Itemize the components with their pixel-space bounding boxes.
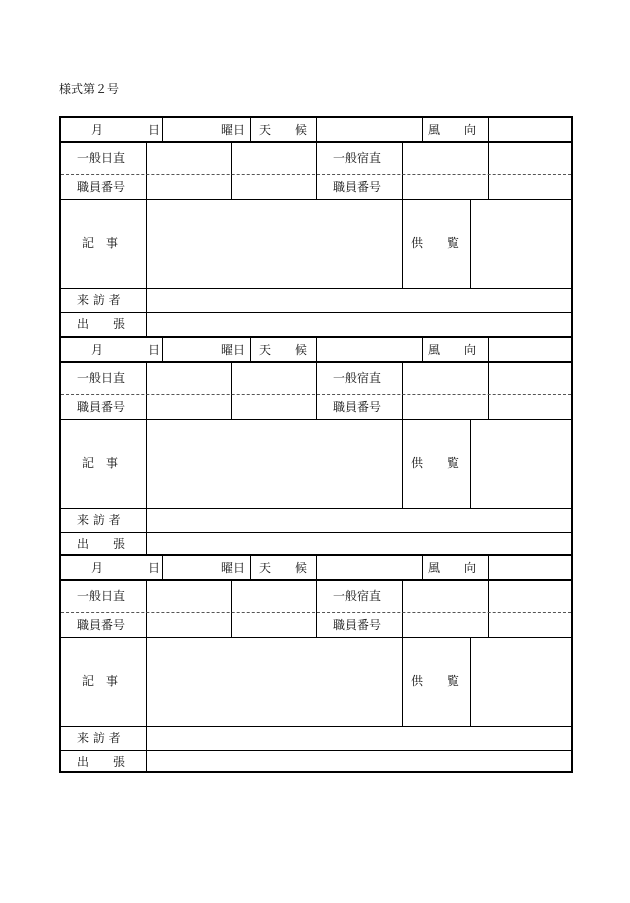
dashed-divider (61, 612, 571, 613)
inspection-stamp-field[interactable] (471, 200, 571, 288)
staff-number-label: 職員番号 (333, 618, 382, 632)
night-duty-name-field-2[interactable] (489, 143, 571, 174)
vline (316, 581, 317, 637)
business-trip-field[interactable] (147, 313, 571, 336)
weekday-label: 曜日 (221, 343, 246, 357)
vline (250, 556, 251, 581)
day-duty-name-field-2[interactable] (232, 581, 316, 612)
day-label: 日 (148, 123, 161, 137)
night-duty-name-field[interactable] (403, 143, 488, 174)
vline (422, 338, 423, 363)
weather-label: 天 候 (259, 561, 308, 575)
staff-number-label: 職員番号 (77, 618, 126, 632)
wind-direction-label: 風 向 (428, 343, 477, 357)
day-duty-name-field[interactable] (147, 143, 231, 174)
staff-number-label: 職員番号 (77, 400, 126, 414)
vline (316, 143, 317, 199)
visitor-field[interactable] (147, 289, 571, 312)
vline (402, 199, 403, 288)
night-staff-number-field[interactable] (403, 613, 488, 637)
weekday-label: 曜日 (221, 123, 246, 137)
day-duty-name-field[interactable] (147, 581, 231, 612)
record-field[interactable] (147, 420, 402, 508)
visitor-field[interactable] (147, 509, 571, 532)
day-duty-label: 一般日直 (77, 151, 126, 165)
visitor-label: 来 訪 者 (77, 293, 121, 307)
dashed-divider (61, 174, 571, 175)
visitor-label: 来 訪 者 (77, 731, 121, 745)
dashed-divider (61, 394, 571, 395)
staff-number-label: 職員番号 (333, 180, 382, 194)
log-block-2 (61, 336, 571, 556)
day-field[interactable] (163, 338, 250, 361)
inspection-label: 供 覧 (411, 236, 460, 250)
night-duty-name-field-2[interactable] (489, 363, 571, 394)
business-trip-label: 出 張 (77, 755, 126, 769)
night-duty-label: 一般宿直 (333, 371, 382, 385)
day-staff-number-field[interactable] (147, 395, 231, 419)
night-staff-number-field[interactable] (403, 395, 488, 419)
inspection-label: 供 覧 (411, 674, 460, 688)
visitor-field[interactable] (147, 727, 571, 750)
day-duty-label: 一般日直 (77, 371, 126, 385)
day-label: 日 (148, 561, 161, 575)
month-label: 月 (91, 561, 104, 575)
inspection-stamp-field[interactable] (471, 420, 571, 508)
record-label: 記 事 (82, 674, 119, 688)
record-label: 記 事 (82, 456, 119, 470)
night-duty-name-field[interactable] (403, 363, 488, 394)
visitor-label: 来 訪 者 (77, 513, 121, 527)
night-duty-name-field[interactable] (403, 581, 488, 612)
wind-direction-field[interactable] (489, 556, 571, 579)
night-staff-number-field[interactable] (403, 175, 488, 199)
form-title: 様式第２号 (59, 82, 120, 96)
vline (422, 556, 423, 581)
wind-direction-field[interactable] (489, 338, 571, 361)
day-duty-name-field-2[interactable] (232, 143, 316, 174)
day-label: 日 (148, 343, 161, 357)
weather-label: 天 候 (259, 123, 308, 137)
record-field[interactable] (147, 200, 402, 288)
wind-direction-label: 風 向 (428, 561, 477, 575)
day-field[interactable] (163, 556, 250, 579)
business-trip-label: 出 張 (77, 537, 126, 551)
day-field[interactable] (163, 118, 250, 141)
vline (250, 118, 251, 143)
inspection-label: 供 覧 (411, 456, 460, 470)
record-label: 記 事 (82, 236, 119, 250)
weather-field[interactable] (317, 556, 422, 579)
inspection-stamp-field[interactable] (471, 638, 571, 726)
night-duty-name-field-2[interactable] (489, 581, 571, 612)
vline (402, 419, 403, 508)
day-duty-name-field[interactable] (147, 363, 231, 394)
business-trip-field[interactable] (147, 751, 571, 773)
business-trip-label: 出 張 (77, 317, 126, 331)
duty-log-sheet (59, 116, 573, 773)
night-duty-label: 一般宿直 (333, 589, 382, 603)
staff-number-label: 職員番号 (77, 180, 126, 194)
weather-field[interactable] (317, 338, 422, 361)
day-staff-number-field[interactable] (147, 175, 231, 199)
night-duty-label: 一般宿直 (333, 151, 382, 165)
wind-direction-label: 風 向 (428, 123, 477, 137)
weather-field[interactable] (317, 118, 422, 141)
vline (316, 363, 317, 419)
vline (402, 637, 403, 726)
day-duty-label: 一般日直 (77, 589, 126, 603)
wind-direction-field[interactable] (489, 118, 571, 141)
log-block-1 (61, 118, 571, 336)
month-label: 月 (91, 343, 104, 357)
month-label: 月 (91, 123, 104, 137)
log-block-3 (61, 554, 571, 774)
day-staff-number-field[interactable] (147, 613, 231, 637)
weekday-label: 曜日 (221, 561, 246, 575)
business-trip-field[interactable] (147, 533, 571, 556)
vline (422, 118, 423, 143)
staff-number-label: 職員番号 (333, 400, 382, 414)
record-field[interactable] (147, 638, 402, 726)
day-duty-name-field-2[interactable] (232, 363, 316, 394)
weather-label: 天 候 (259, 343, 308, 357)
vline (250, 338, 251, 363)
